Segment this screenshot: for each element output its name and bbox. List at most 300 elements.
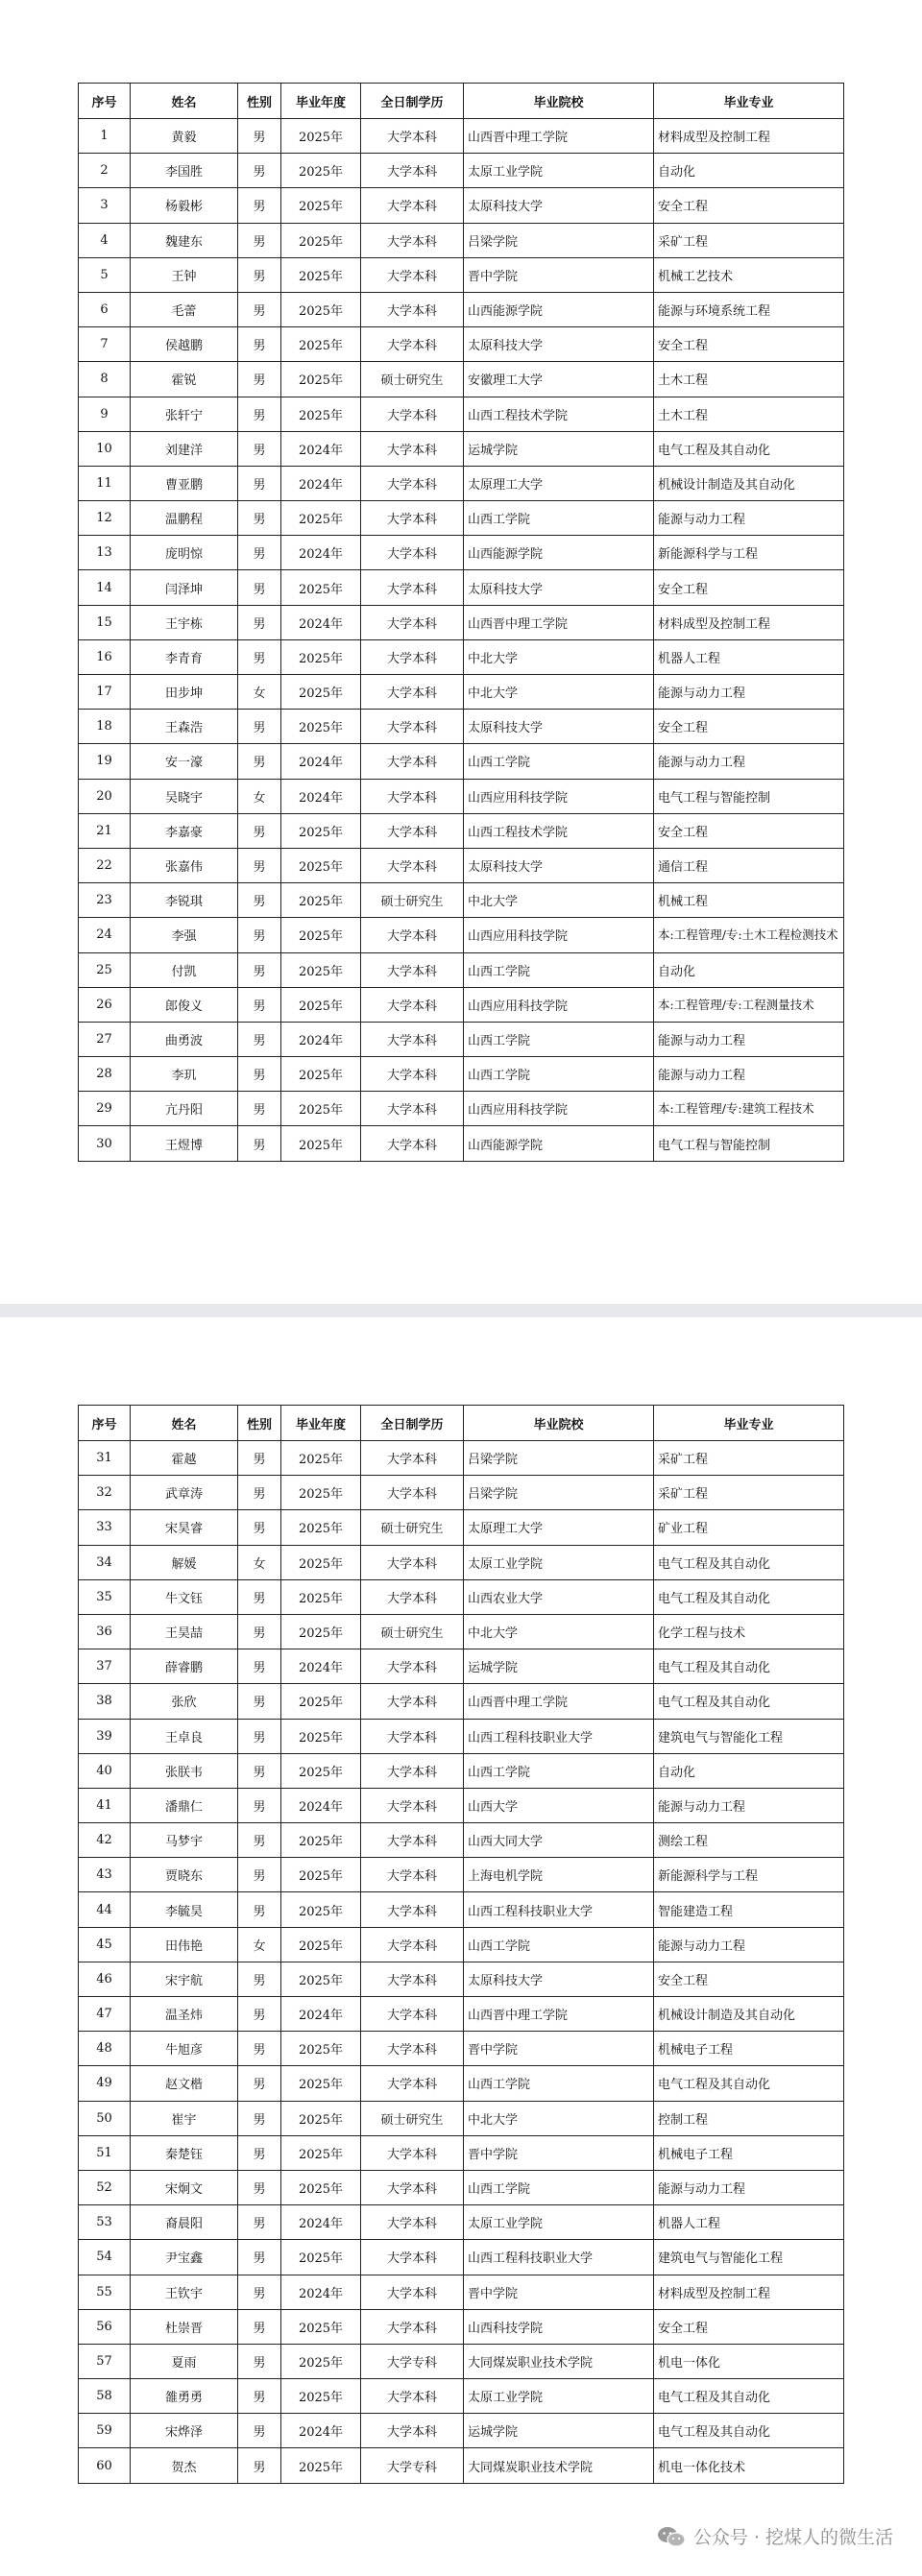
gender-cell: 男 (238, 2066, 281, 2101)
seq-cell: 34 (79, 1545, 131, 1579)
school-cell: 晋中学院 (464, 2275, 654, 2309)
table-row (79, 605, 844, 639)
education-cell: 大学本科 (361, 431, 464, 466)
seq-cell: 40 (79, 1753, 131, 1788)
year-cell: 2025年 (281, 1858, 361, 1892)
education-cell: 大学本科 (361, 2240, 464, 2275)
major-cell: 能源与动力工程 (654, 2170, 844, 2204)
seq-cell: 54 (79, 2240, 131, 2275)
major-cell: 电气工程及其自动化 (654, 1649, 844, 1684)
year-cell: 2025年 (281, 1092, 361, 1126)
major-cell: 测绘工程 (654, 1823, 844, 1858)
table-row (79, 1126, 844, 1161)
seq-cell: 56 (79, 2309, 131, 2344)
education-cell: 大学本科 (361, 848, 464, 882)
table-row (79, 536, 844, 570)
education-cell: 大学本科 (361, 744, 464, 779)
education-cell: 大学本科 (361, 2135, 464, 2170)
school-cell: 山西工学院 (464, 952, 654, 987)
seq-cell: 10 (79, 431, 131, 466)
major-cell: 机器人工程 (654, 2205, 844, 2240)
education-cell: 大学本科 (361, 154, 464, 188)
gender-cell: 男 (238, 1510, 281, 1545)
name-cell: 霍越 (131, 1441, 238, 1476)
year-cell: 2024年 (281, 2275, 361, 2309)
school-cell: 中北大学 (464, 1614, 654, 1649)
major-cell: 电气工程及其自动化 (654, 431, 844, 466)
school-cell: 安徽理工大学 (464, 362, 654, 397)
education-cell: 大学本科 (361, 1788, 464, 1822)
major-cell: 电气工程与智能控制 (654, 1126, 844, 1161)
column-header: 全日制学历 (361, 1406, 464, 1441)
school-cell: 山西工学院 (464, 1022, 654, 1056)
education-cell: 大学本科 (361, 397, 464, 431)
education-cell: 大学本科 (361, 1719, 464, 1753)
table-row (79, 744, 844, 779)
year-cell: 2025年 (281, 2032, 361, 2066)
year-cell: 2025年 (281, 710, 361, 744)
school-cell: 晋中学院 (464, 257, 654, 292)
year-cell: 2024年 (281, 1788, 361, 1822)
year-cell: 2025年 (281, 1057, 361, 1092)
seq-cell: 31 (79, 1441, 131, 1476)
table-row (79, 2032, 844, 2066)
education-cell: 大学本科 (361, 1579, 464, 1614)
school-cell: 太原科技大学 (464, 1962, 654, 1996)
gender-cell: 男 (238, 257, 281, 292)
gender-cell: 男 (238, 744, 281, 779)
name-cell: 张朕韦 (131, 1753, 238, 1788)
year-cell: 2025年 (281, 570, 361, 605)
year-cell: 2025年 (281, 675, 361, 710)
education-cell: 大学本科 (361, 2379, 464, 2414)
school-cell: 山西能源学院 (464, 1126, 654, 1161)
major-cell: 材料成型及控制工程 (654, 2275, 844, 2309)
table-row (79, 675, 844, 710)
major-cell: 安全工程 (654, 1962, 844, 1996)
gender-cell: 女 (238, 675, 281, 710)
column-header: 毕业院校 (464, 84, 654, 119)
gender-cell: 男 (238, 1126, 281, 1161)
gender-cell: 男 (238, 119, 281, 154)
column-header: 姓名 (131, 1406, 238, 1441)
seq-cell: 42 (79, 1823, 131, 1858)
name-cell: 吴晓宇 (131, 779, 238, 813)
major-cell: 能源与动力工程 (654, 1788, 844, 1822)
name-cell: 李玑 (131, 1057, 238, 1092)
name-cell: 李锐琪 (131, 883, 238, 918)
name-cell: 王煜博 (131, 1126, 238, 1161)
table-row (79, 1092, 844, 1126)
table-row (79, 1649, 844, 1684)
table-row (79, 223, 844, 257)
year-cell: 2025年 (281, 1510, 361, 1545)
seq-cell: 3 (79, 188, 131, 223)
year-cell: 2024年 (281, 536, 361, 570)
seq-cell: 33 (79, 1510, 131, 1545)
seq-cell: 12 (79, 501, 131, 536)
table-row (79, 1753, 844, 1788)
name-cell: 李嘉豪 (131, 813, 238, 848)
gender-cell: 男 (238, 1823, 281, 1858)
school-cell: 太原工业学院 (464, 1545, 654, 1579)
seq-cell: 32 (79, 1476, 131, 1510)
table-row (79, 2414, 844, 2448)
name-cell: 薛睿鹏 (131, 1649, 238, 1684)
name-cell: 牛文钰 (131, 1579, 238, 1614)
major-cell: 能源与动力工程 (654, 1057, 844, 1092)
gender-cell: 男 (238, 1684, 281, 1719)
seq-cell: 59 (79, 2414, 131, 2448)
name-cell: 赵文楷 (131, 2066, 238, 2101)
gender-cell: 男 (238, 2448, 281, 2483)
major-cell: 机械设计制造及其自动化 (654, 1997, 844, 2032)
table-row (79, 1962, 844, 1996)
major-cell: 安全工程 (654, 710, 844, 744)
gender-cell: 男 (238, 1649, 281, 1684)
column-header: 序号 (79, 84, 131, 119)
school-cell: 山西工学院 (464, 1057, 654, 1092)
name-cell: 秦楚钰 (131, 2135, 238, 2170)
watermark-text: 公众号 · 挖煤人的微生活 (692, 2527, 893, 2548)
name-cell: 夏雨 (131, 2344, 238, 2378)
major-cell: 采矿工程 (654, 1476, 844, 1510)
year-cell: 2025年 (281, 848, 361, 882)
education-cell: 硕士研究生 (361, 362, 464, 397)
education-cell: 大学本科 (361, 1022, 464, 1056)
year-cell: 2025年 (281, 1441, 361, 1476)
year-cell: 2025年 (281, 2309, 361, 2344)
school-cell: 太原科技大学 (464, 710, 654, 744)
seq-cell: 15 (79, 605, 131, 639)
school-cell: 晋中学院 (464, 2135, 654, 2170)
seq-cell: 36 (79, 1614, 131, 1649)
education-cell: 硕士研究生 (361, 2101, 464, 2135)
major-cell: 电气工程及其自动化 (654, 2379, 844, 2414)
name-cell: 毛蕾 (131, 292, 238, 326)
major-cell: 机电一体化 (654, 2344, 844, 2378)
seq-cell: 22 (79, 848, 131, 882)
seq-cell: 19 (79, 744, 131, 779)
education-cell: 大学本科 (361, 1126, 464, 1161)
table-row (79, 1614, 844, 1649)
table-row (79, 2066, 844, 2101)
column-header: 序号 (79, 1406, 131, 1441)
school-cell: 山西应用科技学院 (464, 779, 654, 813)
major-cell: 电气工程及其自动化 (654, 1545, 844, 1579)
seq-cell: 2 (79, 154, 131, 188)
year-cell: 2025年 (281, 257, 361, 292)
gender-cell: 女 (238, 1545, 281, 1579)
seq-cell: 37 (79, 1649, 131, 1684)
major-cell: 土木工程 (654, 397, 844, 431)
major-cell: 能源与动力工程 (654, 1927, 844, 1962)
table-row (79, 2309, 844, 2344)
name-cell: 武章涛 (131, 1476, 238, 1510)
table-row (79, 710, 844, 744)
table-row (79, 1858, 844, 1892)
gender-cell: 男 (238, 639, 281, 674)
column-header: 毕业院校 (464, 1406, 654, 1441)
table-row (79, 2101, 844, 2135)
education-cell: 大学本科 (361, 639, 464, 674)
name-cell: 李国胜 (131, 154, 238, 188)
name-cell: 黄毅 (131, 119, 238, 154)
year-cell: 2024年 (281, 1022, 361, 1056)
major-cell: 化学工程与技术 (654, 1614, 844, 1649)
gender-cell: 男 (238, 918, 281, 952)
school-cell: 中北大学 (464, 675, 654, 710)
year-cell: 2024年 (281, 2414, 361, 2448)
table-row (79, 292, 844, 326)
year-cell: 2025年 (281, 188, 361, 223)
gender-cell: 男 (238, 1858, 281, 1892)
major-cell: 自动化 (654, 154, 844, 188)
major-cell: 机器人工程 (654, 639, 844, 674)
year-cell: 2024年 (281, 2205, 361, 2240)
hiring-roster-table-2 (78, 1405, 844, 2484)
year-cell: 2024年 (281, 1997, 361, 2032)
education-cell: 大学本科 (361, 327, 464, 362)
major-cell: 本:工程管理/专:建筑工程技术 (654, 1092, 844, 1126)
school-cell: 大同煤炭职业技术学院 (464, 2344, 654, 2378)
page-separator (0, 1304, 922, 1317)
gender-cell: 男 (238, 848, 281, 882)
major-cell: 本:工程管理/专:土木工程检测技术 (654, 918, 844, 952)
table-row (79, 639, 844, 674)
seq-cell: 60 (79, 2448, 131, 2483)
gender-cell: 男 (238, 292, 281, 326)
year-cell: 2025年 (281, 2379, 361, 2414)
education-cell: 大学专科 (361, 2448, 464, 2483)
year-cell: 2025年 (281, 223, 361, 257)
year-cell: 2025年 (281, 918, 361, 952)
school-cell: 山西工学院 (464, 744, 654, 779)
education-cell: 硕士研究生 (361, 1614, 464, 1649)
seq-cell: 47 (79, 1997, 131, 2032)
name-cell: 雒勇勇 (131, 2379, 238, 2414)
education-cell: 大学本科 (361, 1476, 464, 1510)
school-cell: 太原理工大学 (464, 1510, 654, 1545)
name-cell: 杨毅彬 (131, 188, 238, 223)
education-cell: 大学本科 (361, 605, 464, 639)
seq-cell: 9 (79, 397, 131, 431)
year-cell: 2025年 (281, 987, 361, 1022)
year-cell: 2025年 (281, 2170, 361, 2204)
table-row (79, 119, 844, 154)
wechat-icon (657, 2526, 686, 2547)
gender-cell: 男 (238, 362, 281, 397)
seq-cell: 1 (79, 119, 131, 154)
school-cell: 山西能源学院 (464, 292, 654, 326)
name-cell: 郎俊义 (131, 987, 238, 1022)
seq-cell: 16 (79, 639, 131, 674)
name-cell: 刘建洋 (131, 431, 238, 466)
name-cell: 张轩宁 (131, 397, 238, 431)
year-cell: 2025年 (281, 1545, 361, 1579)
seq-cell: 13 (79, 536, 131, 570)
year-cell: 2025年 (281, 327, 361, 362)
education-cell: 大学本科 (361, 1962, 464, 1996)
name-cell: 亢丹阳 (131, 1092, 238, 1126)
school-cell: 太原工业学院 (464, 154, 654, 188)
name-cell: 杜崇晋 (131, 2309, 238, 2344)
gender-cell: 男 (238, 188, 281, 223)
table-row (79, 779, 844, 813)
table-row (79, 327, 844, 362)
school-cell: 山西农业大学 (464, 1579, 654, 1614)
school-cell: 吕梁学院 (464, 1476, 654, 1510)
education-cell: 大学本科 (361, 1649, 464, 1684)
table-row (79, 188, 844, 223)
education-cell: 大学本科 (361, 1057, 464, 1092)
school-cell: 太原科技大学 (464, 848, 654, 882)
gender-cell: 男 (238, 2032, 281, 2066)
major-cell: 能源与动力工程 (654, 675, 844, 710)
year-cell: 2025年 (281, 2448, 361, 2483)
seq-cell: 30 (79, 1126, 131, 1161)
name-cell: 付凯 (131, 952, 238, 987)
seq-cell: 48 (79, 2032, 131, 2066)
table-row (79, 1823, 844, 1858)
gender-cell: 男 (238, 1057, 281, 1092)
education-cell: 大学本科 (361, 1441, 464, 1476)
gender-cell: 男 (238, 2170, 281, 2204)
table-row (79, 1057, 844, 1092)
gender-cell: 男 (238, 2240, 281, 2275)
seq-cell: 11 (79, 466, 131, 500)
school-cell: 吕梁学院 (464, 223, 654, 257)
seq-cell: 21 (79, 813, 131, 848)
school-cell: 中北大学 (464, 2101, 654, 2135)
school-cell: 吕梁学院 (464, 1441, 654, 1476)
table-row (79, 362, 844, 397)
year-cell: 2025年 (281, 501, 361, 536)
major-cell: 机械设计制造及其自动化 (654, 466, 844, 500)
major-cell: 电气工程及其自动化 (654, 1579, 844, 1614)
education-cell: 大学本科 (361, 1684, 464, 1719)
seq-cell: 23 (79, 883, 131, 918)
name-cell: 解媛 (131, 1545, 238, 1579)
table-header-row (79, 84, 844, 119)
school-cell: 山西晋中理工学院 (464, 605, 654, 639)
name-cell: 安一濠 (131, 744, 238, 779)
education-cell: 大学本科 (361, 501, 464, 536)
education-cell: 大学本科 (361, 1753, 464, 1788)
year-cell: 2024年 (281, 605, 361, 639)
table-row (79, 1510, 844, 1545)
seq-cell: 14 (79, 570, 131, 605)
year-cell: 2025年 (281, 154, 361, 188)
table-row (79, 570, 844, 605)
name-cell: 尹宝鑫 (131, 2240, 238, 2275)
table-row (79, 987, 844, 1022)
gender-cell: 男 (238, 2414, 281, 2448)
name-cell: 张嘉伟 (131, 848, 238, 882)
education-cell: 大学本科 (361, 570, 464, 605)
year-cell: 2025年 (281, 1927, 361, 1962)
major-cell: 材料成型及控制工程 (654, 605, 844, 639)
school-cell: 山西大同大学 (464, 1823, 654, 1858)
year-cell: 2024年 (281, 431, 361, 466)
major-cell: 能源与环境系统工程 (654, 292, 844, 326)
school-cell: 山西工学院 (464, 2066, 654, 2101)
school-cell: 山西工程技术学院 (464, 813, 654, 848)
gender-cell: 男 (238, 1753, 281, 1788)
table-header-row (79, 1406, 844, 1441)
table-row (79, 2170, 844, 2204)
name-cell: 曹亚鹏 (131, 466, 238, 500)
year-cell: 2024年 (281, 744, 361, 779)
table-row (79, 501, 844, 536)
major-cell: 能源与动力工程 (654, 501, 844, 536)
school-cell: 山西科技学院 (464, 2309, 654, 2344)
school-cell: 山西工学院 (464, 1927, 654, 1962)
table-row (79, 257, 844, 292)
table-row (79, 1892, 844, 1927)
seq-cell: 50 (79, 2101, 131, 2135)
school-cell: 中北大学 (464, 883, 654, 918)
year-cell: 2025年 (281, 1126, 361, 1161)
major-cell: 安全工程 (654, 327, 844, 362)
gender-cell: 男 (238, 2101, 281, 2135)
table-row (79, 918, 844, 952)
seq-cell: 51 (79, 2135, 131, 2170)
gender-cell: 男 (238, 1614, 281, 1649)
school-cell: 山西晋中理工学院 (464, 1684, 654, 1719)
seq-cell: 20 (79, 779, 131, 813)
table-row (79, 2448, 844, 2483)
school-cell: 太原科技大学 (464, 570, 654, 605)
gender-cell: 男 (238, 570, 281, 605)
year-cell: 2024年 (281, 466, 361, 500)
major-cell: 控制工程 (654, 2101, 844, 2135)
seq-cell: 8 (79, 362, 131, 397)
name-cell: 贾晓东 (131, 1858, 238, 1892)
education-cell: 大学本科 (361, 1997, 464, 2032)
education-cell: 大学本科 (361, 675, 464, 710)
education-cell: 大学本科 (361, 918, 464, 952)
name-cell: 李毓昊 (131, 1892, 238, 1927)
gender-cell: 男 (238, 1022, 281, 1056)
gender-cell: 男 (238, 1441, 281, 1476)
school-cell: 山西大学 (464, 1788, 654, 1822)
year-cell: 2025年 (281, 1719, 361, 1753)
gender-cell: 男 (238, 2275, 281, 2309)
year-cell: 2025年 (281, 1614, 361, 1649)
year-cell: 2025年 (281, 2066, 361, 2101)
table-row (79, 1022, 844, 1056)
year-cell: 2025年 (281, 1753, 361, 1788)
column-header: 毕业专业 (654, 84, 844, 119)
major-cell: 本:工程管理/专:工程测量技术 (654, 987, 844, 1022)
education-cell: 大学专科 (361, 2344, 464, 2378)
school-cell: 山西工程技术学院 (464, 397, 654, 431)
gender-cell: 女 (238, 1927, 281, 1962)
table-row (79, 1719, 844, 1753)
gender-cell: 男 (238, 1892, 281, 1927)
name-cell: 温圣炜 (131, 1997, 238, 2032)
school-cell: 山西能源学院 (464, 536, 654, 570)
education-cell: 大学本科 (361, 710, 464, 744)
seq-cell: 26 (79, 987, 131, 1022)
year-cell: 2025年 (281, 1476, 361, 1510)
seq-cell: 58 (79, 2379, 131, 2414)
major-cell: 智能建造工程 (654, 1892, 844, 1927)
column-header: 毕业年度 (281, 84, 361, 119)
school-cell: 山西应用科技学院 (464, 987, 654, 1022)
watermark (657, 2523, 893, 2549)
